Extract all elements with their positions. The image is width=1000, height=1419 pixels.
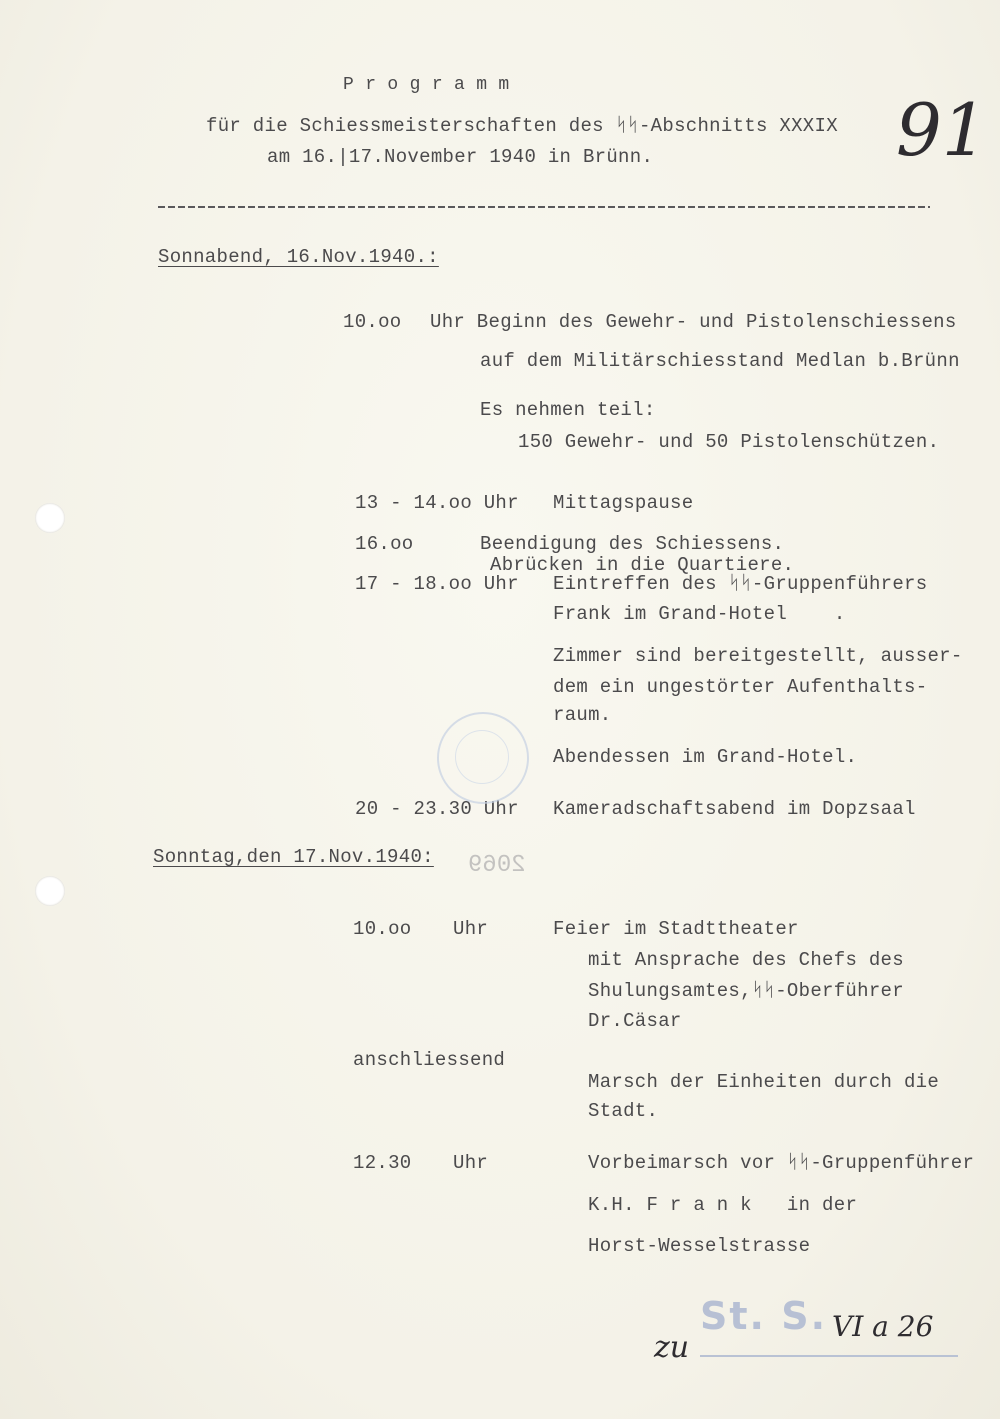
sat-event-2-text: Mittagspause bbox=[553, 492, 694, 514]
sun-event-1-line-2: mit Ansprache des Chefs des bbox=[588, 949, 904, 971]
sun-event-2-label: anschliessend bbox=[353, 1049, 506, 1071]
sat-event-5-text: Kameradschaftsabend im Dopzsaal bbox=[553, 798, 916, 820]
handwritten-zu: zu bbox=[654, 1330, 690, 1365]
sat-event-1-time: 10.oo bbox=[343, 311, 402, 333]
sun-event-3-line-1: Vorbeimarsch vor ᛋᛋ-Gruppenführer bbox=[588, 1152, 975, 1174]
sun-event-3-line-2: K.H. F r a n k in der bbox=[588, 1194, 858, 1216]
sat-event-4-line-3: Zimmer sind bereitgestellt, ausser- bbox=[553, 645, 963, 667]
handwritten-folio-number: 91 bbox=[896, 88, 988, 172]
sun-event-1-uhr: Uhr bbox=[453, 918, 489, 940]
sat-event-5-time: 20 - 23.30 Uhr bbox=[355, 798, 519, 820]
sat-event-4-line-6: Abendessen im Grand-Hotel. bbox=[553, 746, 858, 768]
sat-event-1-line-1: Uhr Beginn des Gewehr- und Pistolenschiessens bbox=[430, 311, 957, 333]
show-through-mark: 2069 bbox=[468, 852, 526, 879]
sun-event-3-time: 12.30 bbox=[353, 1152, 412, 1174]
stamp-underline bbox=[700, 1355, 958, 1357]
sun-event-3-uhr: Uhr bbox=[453, 1152, 489, 1174]
sat-event-4-time: 17 - 18.oo Uhr bbox=[355, 573, 519, 595]
punch-hole-bottom bbox=[35, 876, 65, 906]
handwritten-reference: VI a 26 bbox=[832, 1310, 934, 1343]
sat-event-1-line-3: Es nehmen teil: bbox=[480, 399, 656, 421]
sat-event-2-time: 13 - 14.oo Uhr bbox=[355, 492, 519, 514]
title-line-2: am 16.|17.November 1940 in Brünn. bbox=[267, 146, 654, 168]
sat-event-3-line-1: Beendigung des Schiessens. bbox=[480, 533, 785, 555]
rubber-stamp-text: St. S. bbox=[700, 1294, 828, 1338]
sun-event-2-line-2: Stadt. bbox=[588, 1100, 659, 1122]
sat-event-3-time: 16.oo bbox=[355, 533, 414, 555]
sun-event-1-line-3: Shulungsamtes,ᛋᛋ-Oberführer bbox=[588, 980, 904, 1002]
sat-event-1-line-4: 150 Gewehr- und 50 Pistolenschützen. bbox=[518, 431, 940, 453]
saturday-heading: Sonnabend, 16.Nov.1940.: bbox=[158, 246, 439, 268]
sun-event-3-line-3: Horst-Wesselstrasse bbox=[588, 1235, 811, 1257]
sunday-heading: Sonntag,den 17.Nov.1940: bbox=[153, 846, 434, 868]
round-stamp-mark bbox=[437, 712, 529, 804]
sat-event-4-line-5: raum. bbox=[553, 704, 612, 726]
sun-event-2-line-1: Marsch der Einheiten durch die bbox=[588, 1071, 940, 1093]
sat-event-1-line-2: auf dem Militärschiesstand Medlan b.Brünn bbox=[480, 350, 960, 372]
sun-event-1-line-4: Dr.Cäsar bbox=[588, 1010, 682, 1032]
sat-event-4-line-4: dem ein ungestörter Aufenthalts- bbox=[553, 676, 928, 698]
title-line-1: für die Schiessmeisterschaften des ᛋᛋ-Abschnitts XXXIX bbox=[206, 115, 838, 137]
document-title: P r o g r a m m bbox=[343, 75, 510, 95]
sun-event-1-time: 10.oo bbox=[353, 918, 412, 940]
dashed-separator bbox=[158, 206, 930, 208]
punch-hole-top bbox=[35, 503, 65, 533]
sun-event-1-line-1: Feier im Stadttheater bbox=[553, 918, 799, 940]
sat-event-4-line-2: Frank im Grand-Hotel . bbox=[553, 603, 846, 625]
sat-event-3-line-2: Abrücken in die Quartiere. bbox=[490, 554, 795, 576]
sat-event-4-line-1: Eintreffen des ᛋᛋ-Gruppenführers bbox=[553, 573, 928, 595]
